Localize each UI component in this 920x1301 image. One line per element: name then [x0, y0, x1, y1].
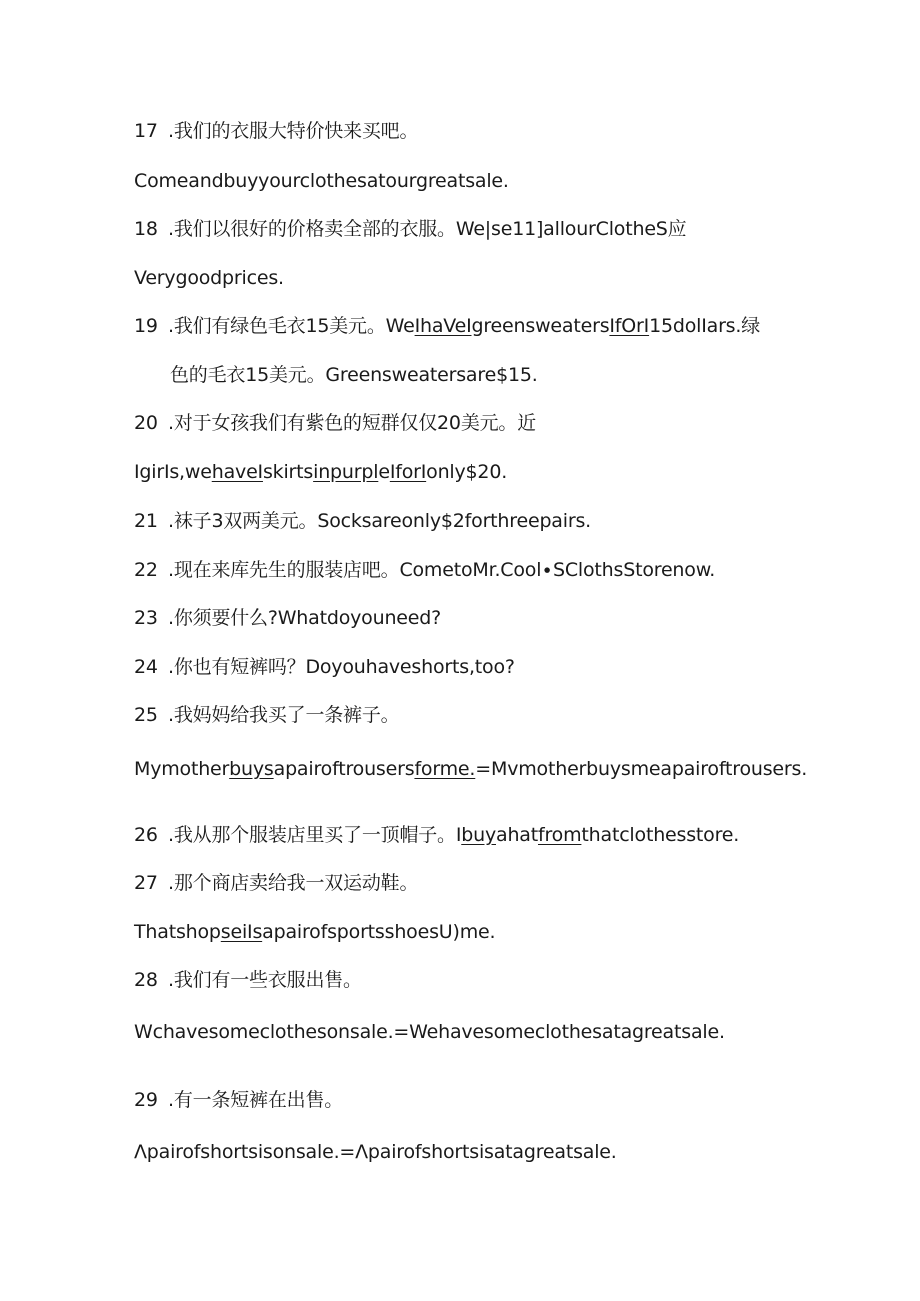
- underlined-word: inpurpl: [313, 461, 379, 483]
- item-21: [134, 508, 880, 534]
- item-number: 17: [134, 120, 158, 142]
- underlined-word: IforI: [389, 461, 427, 483]
- underlined-word: from: [537, 824, 582, 846]
- item-19-zh: [134, 313, 880, 339]
- sentence-text: .我们的衣服大特价快来买吧。: [168, 120, 419, 142]
- sentence-text: .有一条短裤在出售。: [168, 1089, 344, 1111]
- item-27-zh: [134, 870, 880, 896]
- sentence-text: .我们有一些衣服出售。: [168, 969, 362, 991]
- sentence-text: thatclothesstore.: [581, 824, 740, 846]
- underlined-word: IfOrI: [609, 315, 650, 337]
- underlined-word: IhaVeI: [414, 315, 472, 337]
- item-29-en: [134, 1139, 880, 1165]
- sentence-text: 15dolIars.绿: [649, 315, 761, 337]
- item-number: 18: [134, 218, 158, 240]
- item-number: 29: [134, 1089, 158, 1111]
- item-28-en: [134, 1019, 880, 1045]
- sentence-text: 色的毛衣15美元。Greensweatersare$15.: [170, 364, 538, 386]
- sentence-text: skirts: [262, 461, 314, 483]
- sentence-text: .那个商店卖给我一双运动鞋。: [168, 872, 419, 894]
- item-number: 19: [134, 315, 158, 337]
- sentence-text: .现在来库先生的服装店吧。CometoMr.Cool∙SClothsStorenow.: [168, 559, 716, 581]
- item-number: 28: [134, 969, 158, 991]
- sentence-text: IgirIs,we: [134, 461, 212, 483]
- item-number: 27: [134, 872, 158, 894]
- item-20-zh: [134, 410, 880, 436]
- item-17-zh: [134, 118, 880, 144]
- item-27-en: [134, 919, 880, 945]
- sentence-text: .袜子3双两美元。Socksareonly$2forthreepairs.: [168, 510, 591, 532]
- sentence-text: .你也有短裤吗？Doyouhaveshorts,too?: [168, 656, 515, 678]
- sentence-text: .我们以很好的价格卖全部的衣服。We|se11]allourClotheS应: [168, 218, 687, 240]
- underlined-word: haveI: [211, 461, 263, 483]
- item-number: 23: [134, 607, 158, 629]
- item-29-zh: [134, 1087, 880, 1113]
- item-18-en: [134, 265, 880, 291]
- item-20-en: [134, 459, 880, 485]
- underlined-word: buys: [229, 758, 274, 780]
- sentence-text: e: [378, 461, 390, 483]
- item-25-zh: [134, 702, 880, 728]
- sentence-text: =Mvmotherbuysmeapairoftrousers.: [475, 758, 808, 780]
- sentence-text: .我从那个服装店里买了一顶帽子。I: [168, 824, 462, 846]
- sentence-text: apairofsportsshoesU)me.: [262, 921, 496, 943]
- item-28-zh: [134, 967, 880, 993]
- sentence-text: Λpairofshortsisonsale.=Λpairofshortsisatagreatsale.: [134, 1141, 617, 1163]
- sentence-text: .你须要什么?Whatdoyouneed?: [168, 607, 442, 629]
- sentence-text: ahat: [496, 824, 538, 846]
- item-23: [134, 605, 880, 631]
- item-number: 21: [134, 510, 158, 532]
- item-22: [134, 557, 880, 583]
- sentence-text: .我们有绿色毛衣15美元。We: [168, 315, 415, 337]
- sentence-text: .对于女孩我们有紫色的短群仅仅20美元。近: [168, 412, 537, 434]
- item-number: 25: [134, 704, 158, 726]
- item-26: [134, 822, 880, 848]
- sentence-text: Mymother: [134, 758, 230, 780]
- sentence-text: apairoftrousers: [273, 758, 415, 780]
- item-17-en: [134, 168, 880, 194]
- sentence-text: Verygoodprices.: [134, 267, 284, 289]
- underlined-word: seiIs: [220, 921, 263, 943]
- sentence-text: .我妈妈给我买了一条裤子。: [168, 704, 400, 726]
- sentence-text: Wchavesomeclothesonsale.=Wehavesomeclothesatagreatsale.: [134, 1021, 725, 1043]
- item-25-en: [134, 756, 880, 782]
- item-number: 20: [134, 412, 158, 434]
- item-number: 22: [134, 559, 158, 581]
- item-18-zh: [134, 216, 880, 242]
- sentence-text: only$20.: [426, 461, 508, 483]
- item-number: 24: [134, 656, 158, 678]
- item-19-continued: [170, 362, 880, 388]
- sentence-text: Comeandbuyyourclothesatourgreatsale.: [134, 170, 509, 192]
- sentence-text: greensweaters: [471, 315, 610, 337]
- item-number: 26: [134, 824, 158, 846]
- item-24: [134, 654, 880, 680]
- underlined-word: buy: [461, 824, 496, 846]
- sentence-text: Thatshop: [134, 921, 221, 943]
- underlined-word: forme.: [414, 758, 476, 780]
